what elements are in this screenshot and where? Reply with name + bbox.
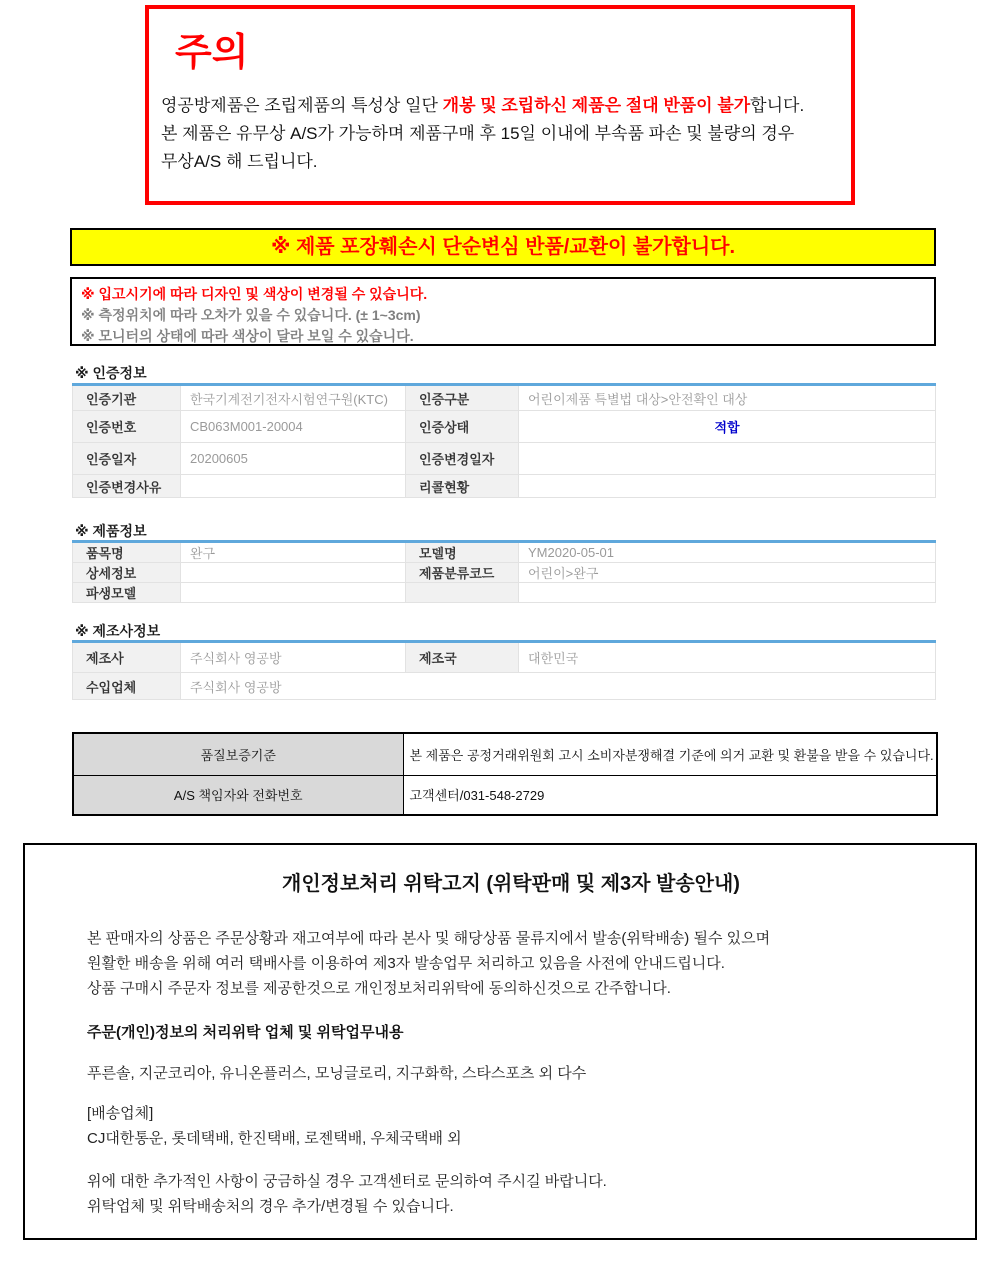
manufacturer-value-country: 대한민국 — [519, 642, 936, 673]
cert-value-agency: 한국기계전기전자시험연구원(KTC) — [181, 385, 406, 411]
notice-line-2: ※ 측정위치에 따라 오차가 있을 수 있습니다. (± 1~3cm) — [81, 307, 421, 323]
product-value-model: YM2020-05-01 — [519, 542, 936, 563]
quality-value-standard: 본 제품은 공정거래위원회 고시 소비자분쟁해결 기준에 의거 교환 및 환불을 받을 수 있습니다. — [403, 733, 937, 775]
product-label-derived-model: 파생모델 — [73, 583, 181, 603]
privacy-footer-line-1: 위에 대한 추가적인 사항이 궁금하실 경우 고객센터로 문의하여 주시길 바랍니다. — [87, 1173, 607, 1190]
privacy-footer-line-2: 위탁업체 및 위탁배송처의 경우 추가/변경될 수 있습니다. — [87, 1198, 454, 1215]
product-value-item-name: 완구 — [181, 542, 406, 563]
manufacturer-value-importer: 주식회사 영공방 — [181, 673, 936, 700]
cert-label-category: 인증구분 — [406, 385, 519, 411]
privacy-footer — [87, 1169, 935, 1219]
cert-row-1 — [73, 385, 936, 411]
product-row-3 — [73, 583, 936, 603]
cert-value-change-reason — [181, 475, 406, 498]
cert-value-recall — [519, 475, 936, 498]
manufacturer-label-maker: 제조사 — [73, 642, 181, 673]
product-label-detail: 상세정보 — [73, 563, 181, 583]
notice-box — [70, 277, 936, 346]
privacy-carrier-label: [배송업체] — [87, 1105, 154, 1122]
product-label-class-code: 제품분류코드 — [406, 563, 519, 583]
privacy-para-line-3: 상품 구매시 주문자 정보를 제공한것으로 개인정보처리위탁에 동의하신것으로 간주합니다. — [87, 980, 671, 997]
cert-label-agency: 인증기관 — [73, 385, 181, 411]
product-table — [72, 540, 936, 603]
warning-line-3: 무상A/S 해 드립니다. — [161, 152, 318, 171]
manufacturer-value-maker: 주식회사 영공방 — [181, 642, 406, 673]
cert-label-change-reason: 인증변경사유 — [73, 475, 181, 498]
cert-table — [72, 383, 936, 498]
quality-table — [72, 732, 938, 816]
cert-row-4 — [73, 475, 936, 498]
cert-value-change-date — [519, 443, 936, 475]
cert-label-date: 인증일자 — [73, 443, 181, 475]
notice-line-1: ※ 입고시기에 따라 디자인 및 색상이 변경될 수 있습니다. — [81, 286, 428, 302]
product-label-item-name: 품목명 — [73, 542, 181, 563]
product-value-derived-model — [181, 583, 406, 603]
cert-row-2 — [73, 411, 936, 443]
quality-value-as-contact: 고객센터/031-548-2729 — [403, 775, 937, 815]
cert-value-number: CB063M001-20004 — [181, 411, 406, 443]
quality-label-as-contact: A/S 책임자와 전화번호 — [73, 775, 403, 815]
product-row-2 — [73, 563, 936, 583]
cert-value-status: 적합 — [519, 411, 936, 443]
cert-label-status: 인증상태 — [406, 411, 519, 443]
privacy-paragraph — [87, 926, 935, 1001]
notice-line-3: ※ 모니터의 상태에 따라 색상이 달라 보일 수 있습니다. — [81, 328, 414, 344]
cert-value-date: 20200605 — [181, 443, 406, 475]
cert-section-heading: ※ 인증정보 — [75, 365, 147, 381]
warning-line1-black: 영공방제품은 조립제품의 특성상 일단 — [161, 96, 443, 115]
privacy-title: 개인정보처리 위탁고지 (위탁판매 및 제3자 발송안내) — [282, 873, 740, 895]
quality-label-standard: 품질보증기준 — [73, 733, 403, 775]
packaging-damage-banner: ※ 제품 포장훼손시 단순변심 반품/교환이 불가합니다. — [70, 228, 936, 266]
privacy-subheading: 주문(개인)정보의 처리위탁 업체 및 위탁업무내용 — [87, 1024, 404, 1041]
warning-body — [161, 92, 839, 176]
quality-row-2 — [73, 775, 937, 815]
manufacturer-section-heading: ※ 제조사정보 — [75, 623, 161, 639]
manufacturer-row-2 — [73, 673, 936, 700]
warning-title: 주의 — [175, 32, 249, 74]
manufacturer-label-importer: 수입업체 — [73, 673, 181, 700]
privacy-notice-box — [23, 843, 977, 1240]
warning-line-1 — [161, 92, 839, 120]
manufacturer-table — [72, 640, 936, 700]
manufacturer-label-country: 제조국 — [406, 642, 519, 673]
quality-row-1 — [73, 733, 937, 775]
privacy-para-line-1: 본 판매자의 상품은 주문상황과 재고여부에 따라 본사 및 해당상품 물류지에서 발송(위탁배송) 될수 있으며 — [87, 930, 771, 947]
privacy-carrier-list: CJ대한통운, 롯데택배, 한진택배, 로젠택배, 우체국택배 외 — [87, 1130, 462, 1147]
privacy-companies: 푸른솔, 지군코리아, 유니온플러스, 모닝글로리, 지구화학, 스타스포츠 외 다수 — [87, 1065, 587, 1082]
product-value-empty — [519, 583, 936, 603]
product-section-heading: ※ 제품정보 — [75, 523, 147, 539]
warning-line1-red: 개봉 및 조립하신 제품은 절대 반품이 불가 — [442, 96, 751, 115]
privacy-carriers-block — [87, 1101, 935, 1151]
cert-label-number: 인증번호 — [73, 411, 181, 443]
cert-row-3 — [73, 443, 936, 475]
product-value-class-code: 어린이>완구 — [519, 563, 936, 583]
cert-label-change-date: 인증변경일자 — [406, 443, 519, 475]
warning-box — [145, 5, 855, 205]
product-label-model: 모델명 — [406, 542, 519, 563]
cert-value-category: 어린이제품 특별법 대상>안전확인 대상 — [519, 385, 936, 411]
product-row-1 — [73, 542, 936, 563]
warning-line-2: 본 제품은 유무상 A/S가 가능하며 제품구매 후 15일 이내에 부속품 파손 및 불량의 경우 — [161, 124, 795, 143]
manufacturer-row-1 — [73, 642, 936, 673]
warning-line1-tail: 합니다. — [750, 96, 805, 115]
product-value-detail — [181, 563, 406, 583]
product-label-empty — [406, 583, 519, 603]
cert-label-recall: 리콜현황 — [406, 475, 519, 498]
privacy-para-line-2: 원활한 배송을 위해 여러 택배사를 이용하여 제3자 발송업무 처리하고 있음을 사전에 안내드립니다. — [87, 955, 725, 972]
